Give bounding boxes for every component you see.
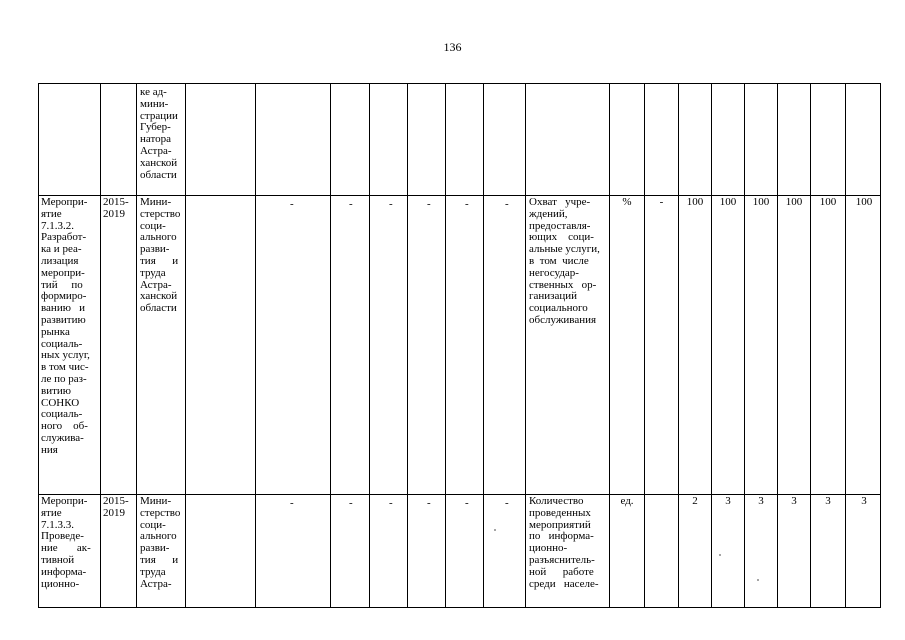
col-divider [407,84,408,607]
row2-funding-dash: - [427,497,431,509]
row1-value: 100 [819,197,837,208]
row2-funding-dash: - [505,497,509,509]
col-divider [185,84,186,607]
row1-base: - [659,197,664,208]
page-number: 136 [443,40,462,54]
row0-executor: ке ад- мини- страции Губер- натора Астра- ханской области [140,87,178,181]
col-divider [744,84,745,607]
row1-unit: % [622,197,632,208]
row2-funding-dash: - [465,497,469,509]
row2-value: 3 [861,496,867,507]
col-divider [136,84,137,607]
row1-funding-dash: - [465,198,469,210]
col-divider [330,84,331,607]
row-divider [39,195,880,196]
col-divider [711,84,712,607]
row2-value: 2 [692,496,698,507]
row2-indicator: Количество проведенных мероприятий по информа- ционно- разъяснитель- ной работе среди населе- [529,496,599,590]
row1-funding-dash: - [290,198,294,210]
col-divider [609,84,610,607]
row2-value: 3 [791,496,797,507]
row1-funding-dash: - [505,198,509,210]
col-divider [525,84,526,607]
row1-value: 100 [855,197,873,208]
row2-unit: ед. [620,496,634,507]
row1-executor: Мини- стерство соци- ального разви- тия и труда Астра- ханской области [140,197,181,315]
row2-executor: Мини- стерство соци- ального разви- тия и труда Астра- [140,496,181,590]
row-divider [39,494,880,495]
scan-speck [757,579,759,581]
row1-funding-dash: - [427,198,431,210]
row1-value: 100 [752,197,770,208]
row2-period: 2015- 2019 [103,496,129,519]
row2-value: 3 [758,496,764,507]
row2-measure: Меропри- ятие 7.1.3.3. Проведе- ние ак- тивной информа- ционно- [41,496,91,590]
col-divider [810,84,811,607]
col-divider [483,84,484,607]
row1-measure: Меропри- ятие 7.1.3.2. Разработ- ка и реа- лизация меропри- тий по формиро- ванию и развитию рынка социаль- ных услуг, в том чис- ле по раз- витию СОНКО социаль- ного об- служива- ния [41,197,90,456]
row2-funding-dash: - [349,497,353,509]
row2-funding-dash: - [389,497,393,509]
row2-value: 3 [825,496,831,507]
row2-funding-dash: - [290,497,294,509]
col-divider [369,84,370,607]
col-divider [445,84,446,607]
col-divider [678,84,679,607]
row1-value: 100 [686,197,704,208]
row1-value: 100 [719,197,737,208]
measures-table [38,83,881,608]
col-divider [845,84,846,607]
col-divider [644,84,645,607]
row1-indicator: Охват учре- ждений, предоставля- ющих соци- альные услуги, в том числе негосудар- ственных ор- ганизаций социального обслуживания [529,197,600,326]
col-divider [100,84,101,607]
row1-funding-dash: - [349,198,353,210]
row1-funding-dash: - [389,198,393,210]
scan-speck [719,554,721,556]
col-divider [777,84,778,607]
row1-value: 100 [785,197,803,208]
col-divider [255,84,256,607]
scan-speck [494,529,496,531]
row2-value: 3 [725,496,731,507]
row1-period: 2015- 2019 [103,197,129,220]
